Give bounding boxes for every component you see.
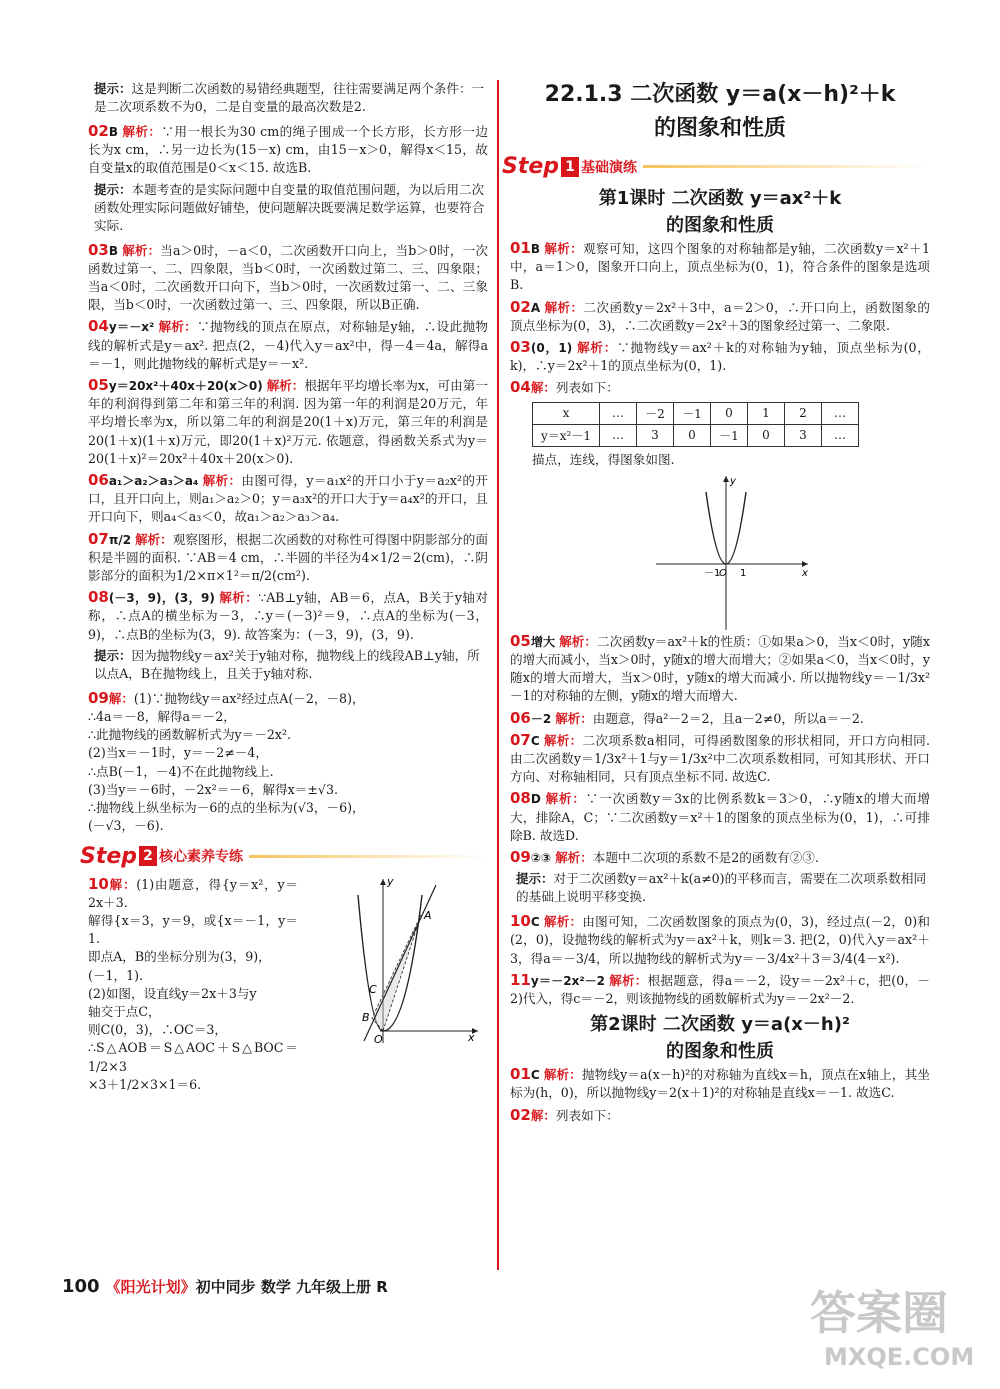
table-row xyxy=(533,424,859,446)
question-r06: 06－2 解析：由题意，得a²－2＝2，且a－2≠0，所以a＝－2. xyxy=(510,708,864,727)
table-row xyxy=(533,402,859,424)
q10-line: 轴交于点C， xyxy=(88,1003,161,1019)
axis-label-m1: －1 xyxy=(704,567,721,579)
q10-line: 则C(0，3)，∴OC＝3， xyxy=(88,1022,228,1038)
step-bar xyxy=(249,855,488,858)
table-cell: … xyxy=(600,424,637,446)
question-10: 10解：(1)由题意，得{y＝x²，y＝2x＋3. 解得{x＝3，y＝9，或{x＝－1，y＝1. 即点A，B的坐标分别为(3，9)， (－1，1). (2)如图，设直线y＝2x＋3与y 轴交于点C， 则C(0，3)，∴OC＝3， ∴S△AOB＝S△AOC＋S△BOC＝1/2×3 ×3＋1/2×3×1＝6. A B C O x y xyxy=(88,875,488,1065)
table-cell: －1 xyxy=(711,424,748,446)
table-cell: … xyxy=(822,402,859,424)
table-cell: x xyxy=(533,402,600,424)
question-r02: 02A 解析：二次函数y＝2x²＋3中，a＝2＞0，∴开口向上，函数图象的顶点坐标为(0，3)，∴二次函数y＝2x²＋3的图象经过第一、二象限. xyxy=(510,297,930,333)
label-x: x xyxy=(468,1030,475,1044)
table-cell: 3 xyxy=(785,424,822,446)
label-C: C xyxy=(369,982,377,996)
r04-after: 描点，连线，得图象如图. xyxy=(532,451,675,467)
q09-line: ∴4a＝－8，解得a＝－2， xyxy=(88,709,236,725)
question-08: 08(－3，9)，(3，9) 解析：∵AB⊥y轴，AB＝6，点A，B关于y轴对称，∴点A的横坐标为－3，∴y＝(－3)²＝9，∴点A的坐标为(－3，9)，∴点B的坐标为(3，9). 故答案为：(－3，9)，(3，9). xyxy=(88,588,488,642)
q10-line: (－1，1). xyxy=(88,967,144,983)
question-r09: 09②③ 解析：本题中二次项的系数不是2的函数有②③. xyxy=(510,848,819,867)
q09-line: ∴点B(－1，－4)不在此抛物线上. xyxy=(88,763,274,779)
watermark-line1: 答案圈 xyxy=(810,1286,948,1340)
table-cell: … xyxy=(822,424,859,446)
label-A: A xyxy=(424,908,432,922)
q09-line: (3)当y＝－6时，－2x²＝－6，解得x＝±√3. xyxy=(88,781,338,797)
step-1-header xyxy=(502,154,930,179)
section-title: 22.1.3 二次函数 y＝a(x－h)²＋k xyxy=(544,82,896,107)
brand-name: 《阳光计划》 xyxy=(105,1278,196,1296)
q10-line: 即点A，B的坐标分别为(3，9)， xyxy=(88,949,271,965)
axis-label-O: O xyxy=(719,567,727,579)
value-table xyxy=(532,402,859,447)
step-bar xyxy=(643,165,930,168)
step-2-header xyxy=(80,844,488,869)
axis-label-y: y xyxy=(730,475,736,487)
question-r10: 10C 解析：由图可知，二次函数图象的顶点为(0，3)，经过点(－2，0)和(2，0)，设抛物线的解析式为y＝ax²＋k，则k＝3. 把(2，0)代入y＝ax²＋3，得a＝－3/4，所以抛物线的解析式为y＝－3/4x²＋3＝3/4(4－x²). xyxy=(510,912,930,966)
q09-line: (2)当x＝－1时，y＝－2≠－4， xyxy=(88,745,268,761)
axis-label-x: x xyxy=(802,567,808,579)
table-cell: y＝x²－1 xyxy=(533,424,600,446)
table-cell: 0 xyxy=(748,424,785,446)
table-cell: 3 xyxy=(637,424,674,446)
label-O: O xyxy=(374,1032,383,1045)
label-y: y xyxy=(387,874,394,888)
lesson-1-title: 第1课时 二次函数 y＝ax²＋k xyxy=(598,188,842,209)
question-07: 07π/2 解析：观察图形，根据二次函数的对称性可得图中阴影部分的面积是半圆的面积. ∵AB＝4 cm，∴半圆的半径为4×1/2＝2(cm)，∴阴影部分的面积为1/2×π×1²＝π/2(cm²). xyxy=(88,529,488,584)
lesson-2-title: 第2课时 二次函数 y＝a(x－h)² xyxy=(590,1014,850,1036)
q10-line: ×3＋1/2×3×1＝6. xyxy=(88,1076,202,1092)
hint-4: 提示：对于二次函数y＝ax²＋k(a≠0)的平移而言，需要在二次项系数相同的基础上说明平移变换. xyxy=(516,871,927,905)
watermark-logo xyxy=(800,1267,980,1377)
question-05: 05y＝20x²＋40x＋20(x＞0) 解析：根据年平均增长率为x，可由第一年的利润得到第二年和第三年的利润. 因为第一年的利润是20万元，年平均增长率为x，所以第二年的利润是20(1＋x)万元，第三年的利润是20(1＋x)(1＋x)万元，即20(1＋x)²万元. 依题意，得函数关系式为y＝20(1＋x)²＝20x²＋40x＋20(x＞0). xyxy=(88,376,488,466)
question-r05: 05增大 解析：二次函数y＝ax²＋k的性质：①如果a＞0，当x＜0时，y随x的增大而减小，当x＞0时，y随x的增大而增大；②如果a＜0，当x＜0时，y随x的增大而增大，当x＞0时，y随x的增大而减小. 所以抛物线y＝－1/3x²－1的对称轴的左侧，y随x的增大而增大. xyxy=(510,631,930,704)
question-04: 04y＝－x² 解析：∵抛物线的顶点在原点，对称轴是y轴，∴设此抛物线的解析式是y＝ax². 把点(2，－4)代入y＝ax²中，得－4＝4a，解得a＝－1，则此抛物线的解析式是y＝－x². xyxy=(88,317,488,371)
question-r03: 03(0，1) 解析：∵抛物线y＝ax²＋k的对称轴为y轴，顶点坐标为(0，k)，∴y＝2x²＋1的顶点坐标为(0，1). xyxy=(510,338,930,374)
table-cell: 0 xyxy=(711,402,748,424)
step-title: 基础演练 xyxy=(581,159,638,176)
left-column xyxy=(80,78,488,1092)
q10-line: (2)如图，设直线y＝2x＋3与y xyxy=(88,985,257,1001)
column-divider xyxy=(497,80,499,1270)
table-cell: －1 xyxy=(674,402,711,424)
question-06: 06a₁＞a₂＞a₃＞a₄ 解析：由图可得，y＝a₁x²的开口小于y＝a₂x²的开口，且开口向上，则a₁＞a₂＞0；y＝a₃x²的开口大于y＝a₄x²的开口，且开口向下，则a₄＜a₃＜0，故a₁＞a₂＞a₃＞a₄. xyxy=(88,471,488,525)
table-cell: … xyxy=(600,402,637,424)
question-r07: 07C 解析：二次项系数a相同，可得函数图象的形状相同，开口方向相同. 由二次函数y＝1/3x²＋1与y＝1/3x²中二次项系数相同，可知其形状、开口方向、对称轴相同，只有顶点坐标不同. 故选C. xyxy=(510,730,930,785)
table-cell: 1 xyxy=(748,402,785,424)
step-title: 核心素养专练 xyxy=(159,849,244,865)
section-subtitle: 的图象和性质 xyxy=(653,116,786,141)
hint-2: 提示：本题考查的是实际问题中自变量的取值范围问题，为以后用二次函数处理实际问题做好铺垫，使问题解决既要满足数学运算，也要符合实际. xyxy=(94,181,485,233)
q09-line: ∴抛物线上纵坐标为－6的点的坐标为(√3，－6)， xyxy=(88,800,365,816)
q09-line: (－√3，－6). xyxy=(88,818,164,834)
question-r01: 01B 解析：观察可知，这四个图象的对称轴都是y轴，二次函数y＝x²＋1中，a＝1＞0，图象开口向上，顶点坐标为(0，1)，符合条件的图象是选项B. xyxy=(510,239,930,293)
lesson-1-subtitle: 的图象和性质 xyxy=(666,215,774,236)
watermark-line2: MXQE.COM xyxy=(824,1343,975,1371)
step-number: 2 xyxy=(139,846,157,866)
axis-label-1: 1 xyxy=(740,567,747,579)
q10-line: ∴S△AOB＝S△AOC＋S△BOC＝1/2×3 xyxy=(88,1040,298,1074)
page-number: 100 xyxy=(62,1276,100,1297)
step-word: Step xyxy=(80,843,138,869)
question-03: 03B 解析：当a＞0时，－a＜0，二次函数开口向上，当b＞0时，一次函数过第一、二、四象限，当b＜0时，一次函数过第二、三、四象限；当a＜0时，二次函数开口向下，当b＞0时，一次函数过第一、二、三象限，当b＜0时，一次函数过第一、三、四象限，所以B正确. xyxy=(88,240,488,313)
question-s01: 01C 解析：抛物线y＝a(x－h)²的对称轴为直线x＝h，顶点在x轴上，其坐标为(h，0)，所以抛物线y＝2(x＋1)²的对称轴是直线x＝－1. 故选C. xyxy=(510,1065,930,1101)
hint-1: 提示：这是判断二次函数的易错经典题型，往往需要满足两个条件：一是二次项系数不为0，二是自变量的最高次数是2. xyxy=(94,81,485,114)
question-r11: 11y＝－2x²－2 解析：根据题意，得a＝－2，设y＝－2x²＋c，把(0，－2)代入，得c＝－2，则该抛物线的函数解析式为y＝－2x²－2. xyxy=(510,970,930,1007)
question-r04: 04解：列表如下： xyxy=(510,378,619,397)
q10-line: 解得{x＝3，y＝9，或{x＝－1，y＝1. xyxy=(88,912,298,947)
lesson-2-subtitle: 的图象和性质 xyxy=(666,1041,774,1063)
question-09: 09解：(1)∵抛物线y＝ax²经过点A(－2，－8)， ∴4a＝－8，解得a＝－2， ∴此抛物线的函数解析式为y＝－2x². (2)当x＝－1时，y＝－2≠－4， ∴点B(－1，－4)不在此抛物线上. (3)当y＝－6时，－2x²＝－6，解得x＝±√3. ∴抛物线上纵坐标为－6的点的坐标为(√3，－6)， (－√3，－6). xyxy=(88,688,365,834)
step-number: 1 xyxy=(561,157,579,177)
parabola-figure xyxy=(648,472,818,632)
page-footer xyxy=(62,1276,388,1297)
book-title: 初中同步 数学 九年级上册 R xyxy=(195,1278,388,1296)
question-r08: 08D 解析：∵一次函数y＝3x的比例系数k＝3＞0，∴y随x的增大而增大，排除A，C；∵二次函数y＝x²＋1的图象的顶点坐标为(0，1)，∴可排除B. 故选D. xyxy=(510,789,930,843)
q09-line: (1)∵抛物线y＝ax²经过点A(－2，－8)， xyxy=(133,690,365,706)
table-cell: 0 xyxy=(674,424,711,446)
table-cell: －2 xyxy=(637,402,674,424)
q09-line: ∴此抛物线的函数解析式为y＝－2x². xyxy=(88,727,292,743)
table-cell: 2 xyxy=(785,402,822,424)
question-s02: 02解：列表如下： xyxy=(510,1105,619,1124)
question-02: 02B 解析：∵用一根长为30 cm的绳子围成一个长方形，长方形一边长为x cm，∴另一边长为(15－x) cm，由15－x＞0，解得x＜15，故自变量x的取值范围是0＜x＜15. 故选B. xyxy=(88,122,488,176)
hint-3: 提示：因为抛物线y＝ax²关于y轴对称，抛物线上的线段AB⊥y轴，所以点A，B在抛物线上，且关于y轴对称. xyxy=(94,647,480,681)
label-B: B xyxy=(362,1010,370,1024)
right-column xyxy=(502,78,930,1128)
parabola-line-figure xyxy=(350,875,480,1045)
step-word: Step xyxy=(502,154,560,179)
q10-line: (1)由题意，得{y＝x²，y＝2x＋3. xyxy=(88,876,298,910)
